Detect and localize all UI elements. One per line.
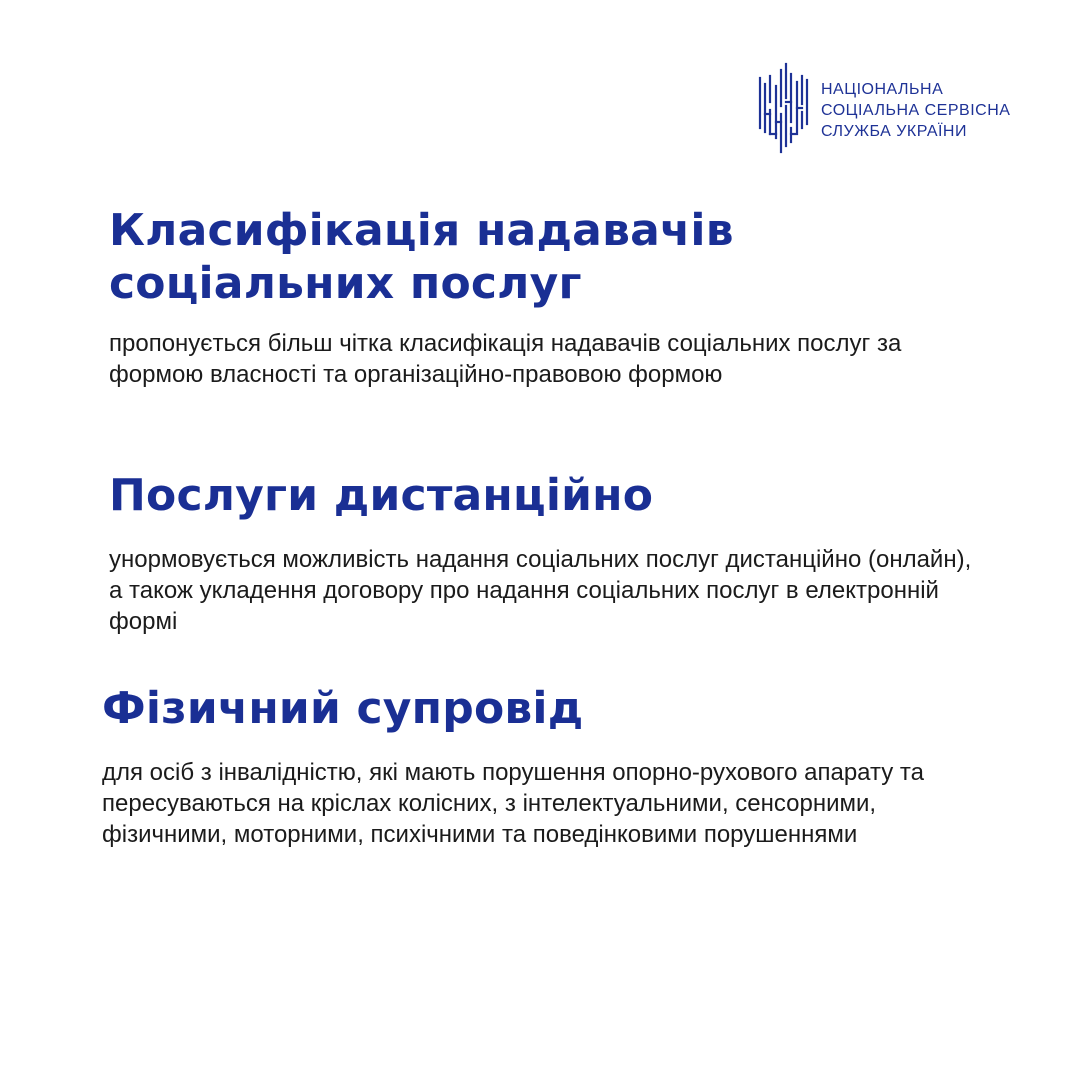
section-text: унормовується можливість надання соціальних послуг дистанційно (онлайн), а також укладення договору про надання соціальних послуг в електронній формі	[109, 546, 972, 635]
brand-name-line-1: НАЦІОНАЛЬНА	[821, 81, 944, 98]
section-title: Фізичний супровід	[102, 683, 584, 734]
section-remote-services	[109, 469, 989, 637]
section-title: Класифікація надавачів соціальних послуг	[109, 205, 734, 309]
nssu-emblem-icon	[756, 62, 814, 154]
section-text: пропонується більш чітка класифікація надавачів соціальних послуг за формою власності та організаційно-правовою формою	[109, 330, 902, 388]
section-classification	[109, 204, 989, 390]
section-title: Послуги дистанційно	[109, 470, 654, 521]
section-physical-support	[102, 682, 982, 850]
brand-name	[821, 79, 1046, 142]
brand-name-line-3: СЛУЖБА УКРАЇНИ	[821, 123, 967, 140]
brand-name-line-2: СОЦІАЛЬНА СЕРВІСНА	[821, 102, 1011, 119]
brand-logo	[756, 62, 1046, 154]
section-text: для осіб з інвалідністю, які мають порушення опорно-рухового апарату та пересуваються на кріслах колісних, з інтелектуальними, сенсорними, фізичними, моторними, психічними та поведінковими порушеннями	[102, 759, 924, 848]
